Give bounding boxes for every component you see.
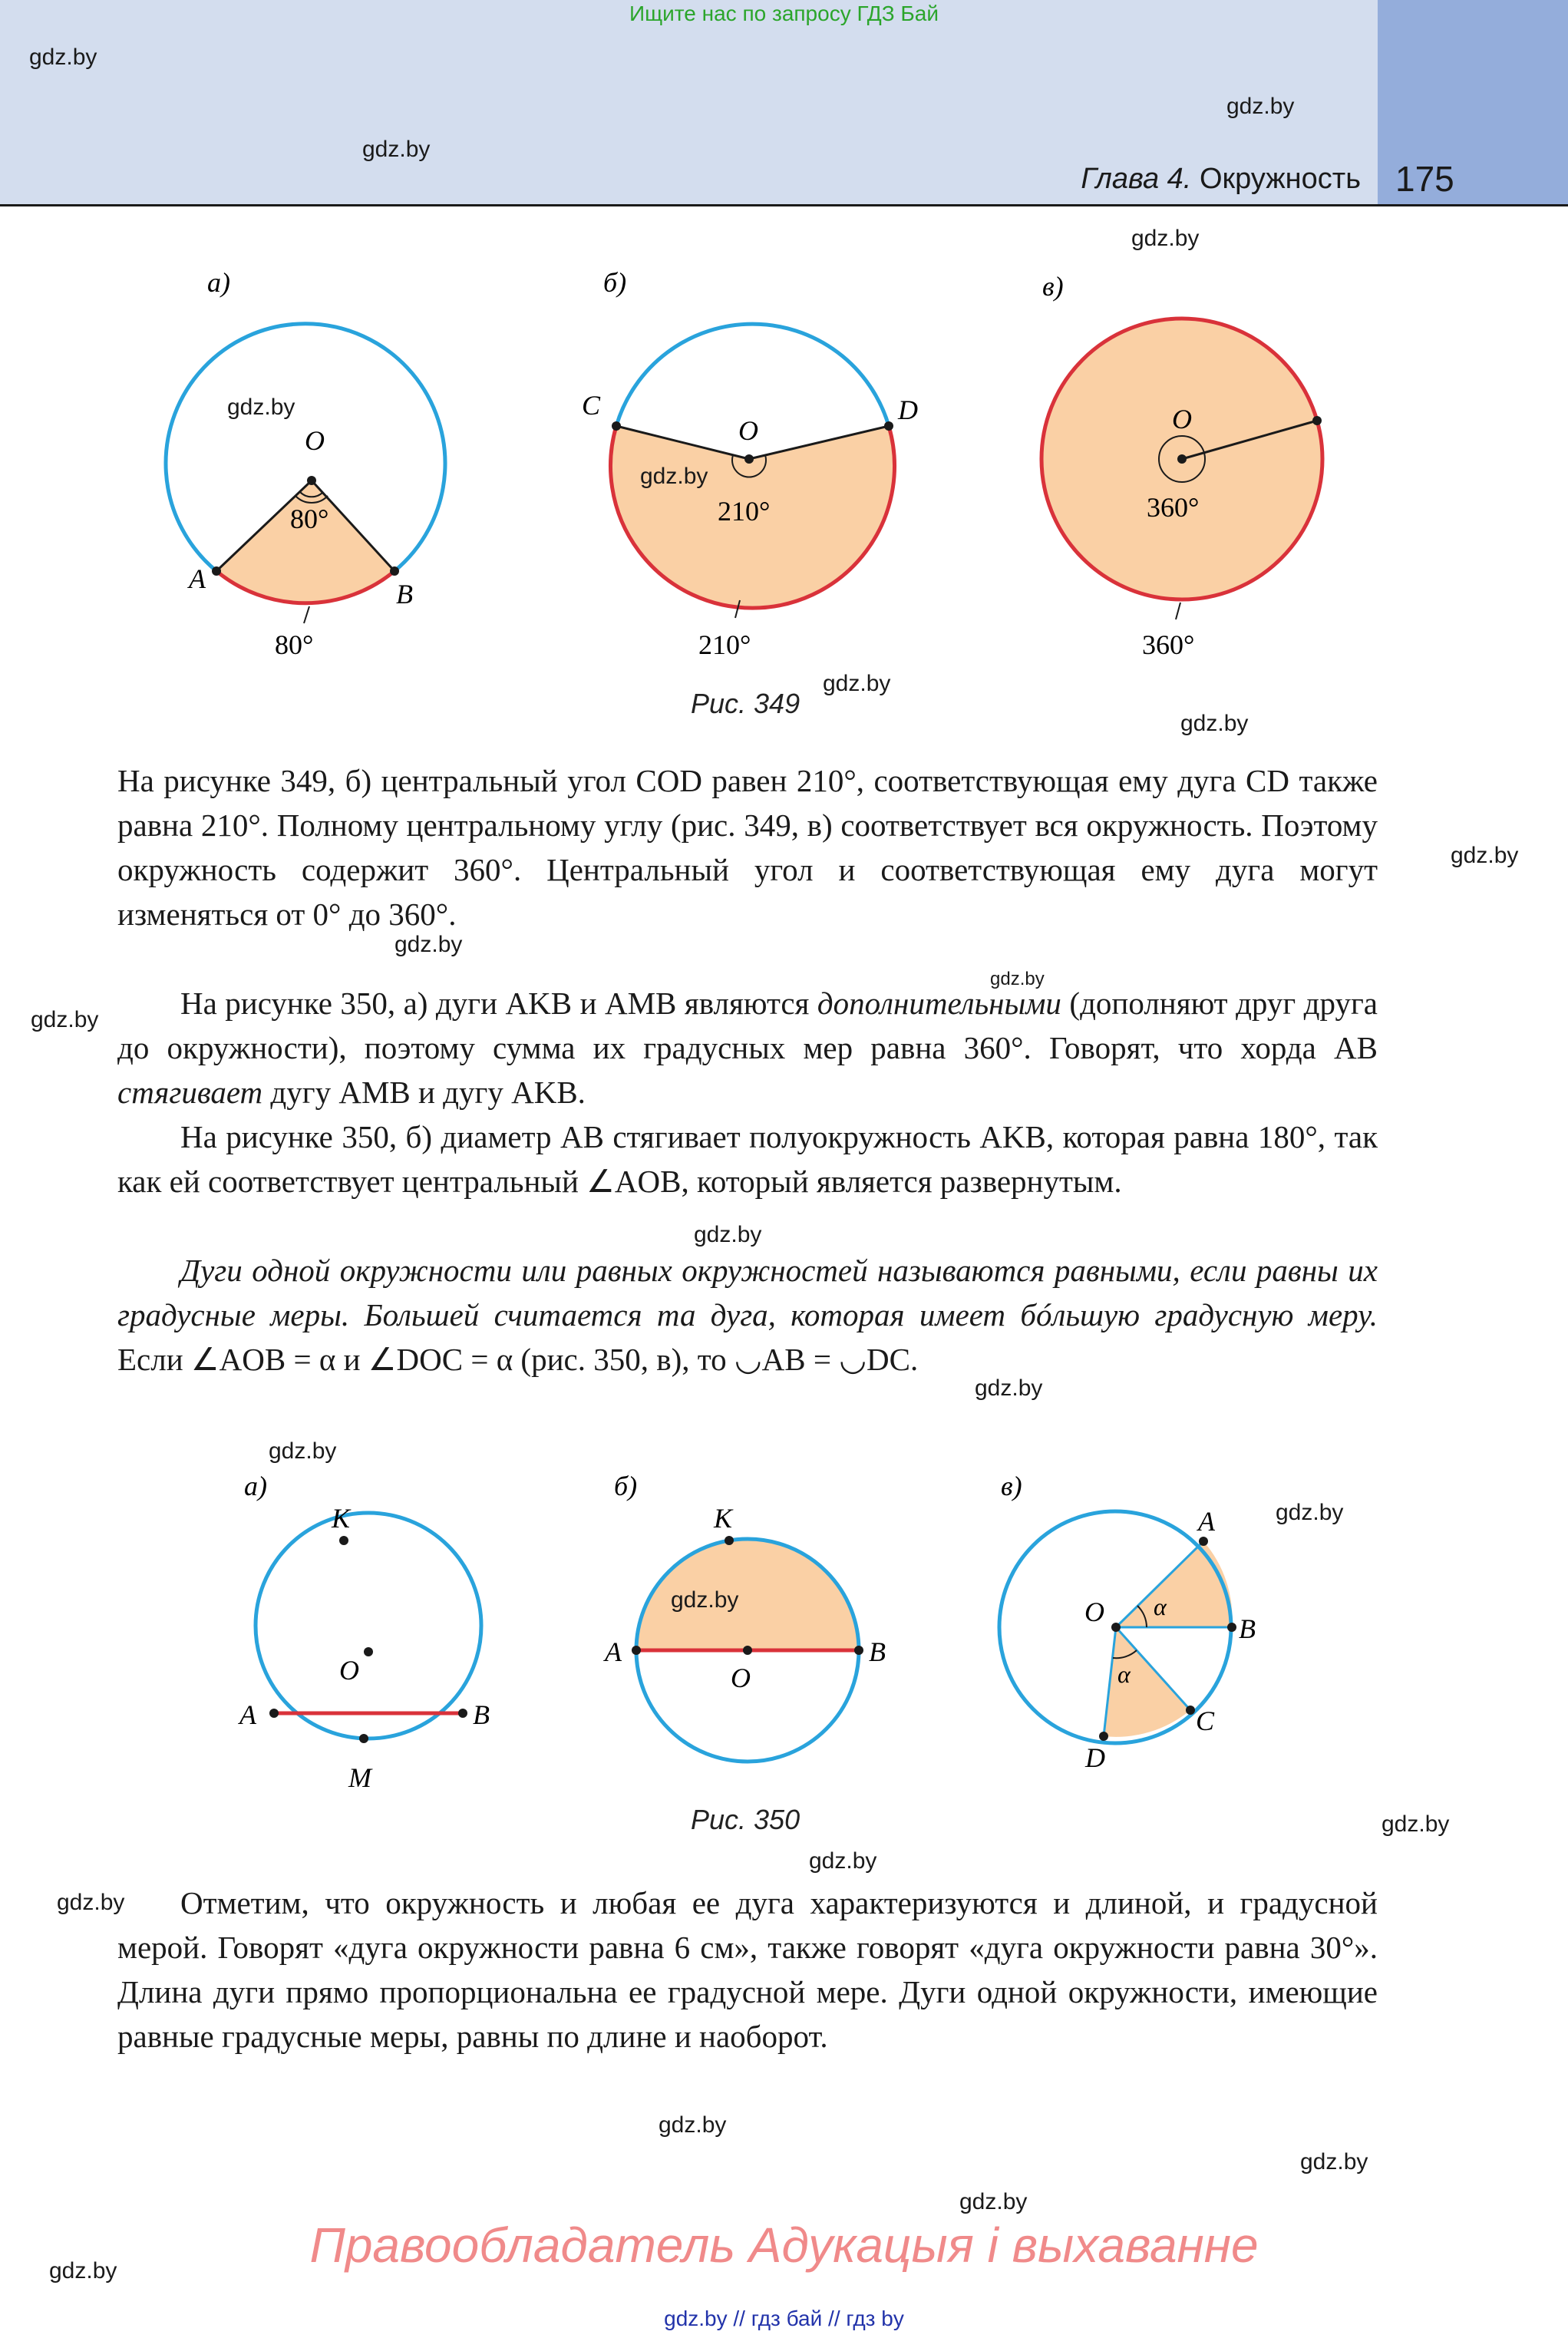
point-b <box>1227 1623 1236 1632</box>
arc-tick <box>1176 603 1180 619</box>
semicircle-fill <box>636 1539 859 1650</box>
watermark: gdz.by <box>1226 94 1295 119</box>
watermark: gdz.by <box>57 1890 125 1915</box>
paragraph-3: На рисунке 350, б) диаметр AB стягивает полуокружность AKB, которая равна 180°, так как ей соответствует центральный ∠AOB, который является развернутым. <box>117 1119 1378 1199</box>
fig350-c <box>999 1471 1256 1773</box>
watermark: gdz.by <box>823 671 891 696</box>
label-o: O <box>731 1663 751 1693</box>
p4-text: Если ∠AOB = α и ∠DOC = α (рис. 350, в), то ◡AB = ◡DC. <box>117 1342 919 1377</box>
paragraph-5: Отметим, что окружность и любая ее дуга характеризуются и длиной, и градусной мерой. Говорят «дуга окружности равна 6 см», также говорят «дуга окружности равна 30°». Длина дуги прямо пропорциональна ее градусной мере. Дуги одной окружности, имеющие равные градусные меры, равны по длине и наоборот. <box>117 1885 1378 2054</box>
label-b: B <box>396 579 413 609</box>
label-a: A <box>239 1699 256 1730</box>
angle-label: 360° <box>1147 492 1200 523</box>
fig350-a <box>238 1471 490 1793</box>
fig350-a-label: а) <box>244 1471 267 1501</box>
label-o: O <box>738 415 758 446</box>
point-a <box>632 1646 641 1655</box>
watermark: gdz.by <box>29 45 97 70</box>
paragraph-2 <box>117 981 1378 1115</box>
paragraph-1: На рисунке 349, б) центральный угол COD равен 210°, соответствующая ему дуга CD также равна 210°. Полному центральному углу (рис. 349, в) соответствует вся окружность. Поэтому окружность содержит 360°. Центральный угол и соответствующая ему дуга могут изменяться от 0° до 360°. <box>117 763 1378 932</box>
chapter-title <box>1081 163 1361 196</box>
label-k: K <box>714 1503 733 1534</box>
watermark: gdz.by <box>1276 1500 1344 1525</box>
figure-349-caption: Рис. 349 <box>691 688 801 719</box>
label-c: C <box>582 390 601 421</box>
watermark: gdz.by <box>659 2112 727 2138</box>
p2-text-1: На рисунке 350, а) дуги AKB и AMB являются <box>180 986 817 1021</box>
top-banner[interactable]: Ищите нас по запросу ГДЗ Бай <box>629 2 939 25</box>
fig349-c-label: в) <box>1042 271 1064 302</box>
watermark: gdz.by <box>1131 226 1200 251</box>
label-b: B <box>869 1636 886 1667</box>
arc-tick <box>304 606 309 623</box>
fig349-c <box>1041 271 1322 660</box>
label-d: D <box>898 395 918 425</box>
point-k <box>725 1536 734 1545</box>
watermark: gdz.by <box>227 395 295 420</box>
point-a <box>269 1709 279 1718</box>
label-a: A <box>605 1636 622 1667</box>
watermark: gdz.by <box>394 932 463 957</box>
p2-text-3: дугу AMB и дугу AKB. <box>262 1075 586 1110</box>
label-o: O <box>1172 404 1192 434</box>
chapter-number: Глава 4. <box>1081 163 1192 195</box>
watermark: gdz.by <box>640 464 708 489</box>
point-a <box>212 566 221 576</box>
point-b <box>458 1709 467 1718</box>
angle-label: 80° <box>290 504 329 534</box>
angle-label: 210° <box>718 496 771 527</box>
fig349-b-label: б) <box>603 267 627 298</box>
p2-text-2: (дополняют друг друга до окружности), поэтому сумма их градусных мер равна 360°. Говорят, что хорда AB <box>117 986 1378 1065</box>
point-d <box>884 421 893 431</box>
point-c <box>612 421 621 431</box>
watermark: gdz.by <box>959 2189 1028 2214</box>
sector-doc-fill <box>1104 1627 1190 1737</box>
arc-measure: 210° <box>698 629 751 660</box>
point-a <box>1199 1537 1208 1546</box>
watermark: gdz.by <box>975 1375 1043 1401</box>
fig350-c-label: в) <box>1001 1471 1022 1501</box>
watermark: gdz.by <box>1451 843 1519 868</box>
label-a: A <box>189 563 206 594</box>
point-d <box>1099 1732 1108 1741</box>
alpha-aob: α <box>1154 1593 1167 1620</box>
label-d: D <box>1085 1742 1105 1773</box>
sector-aob-fill <box>1116 1541 1232 1627</box>
radius-endpoint <box>1312 416 1322 425</box>
watermark: gdz.by <box>694 1222 762 1247</box>
fig349-a <box>166 267 445 660</box>
point-b <box>390 566 399 576</box>
label-c: C <box>1196 1706 1215 1736</box>
label-k: K <box>332 1503 351 1534</box>
figure-350-caption: Рис. 350 <box>691 1804 801 1835</box>
watermark: gdz.by <box>1180 711 1249 736</box>
alpha-doc: α <box>1117 1660 1131 1688</box>
minor-arc <box>616 324 889 426</box>
watermark: gdz.by <box>671 1587 739 1613</box>
watermark: gdz.by <box>31 1007 99 1032</box>
fig349-a-label: а) <box>207 267 230 298</box>
watermark: gdz.by <box>49 2258 117 2284</box>
footer-links[interactable]: gdz.by // гдз бай // гдз by <box>664 2307 904 2330</box>
copyright-notice: Правообладатель Адукацыя і выхаванне <box>309 2217 1259 2273</box>
watermark: gdz.by <box>362 137 431 162</box>
arc-measure: 360° <box>1142 629 1195 660</box>
paragraph-4 <box>117 1248 1378 1382</box>
watermark: gdz.by <box>269 1438 337 1464</box>
fig350-b-label: б) <box>614 1471 638 1501</box>
fig350-b <box>603 1471 886 1762</box>
watermark: gdz.by <box>1381 1811 1450 1837</box>
term-additional: дополнительными <box>817 986 1061 1021</box>
chapter-name: Окружность <box>1199 163 1361 195</box>
point-m <box>359 1734 368 1743</box>
point-k <box>339 1536 348 1545</box>
circle <box>256 1513 481 1739</box>
definition: Дуги одной окружности или равных окружностей называются равными, если равны их градусные меры. Большей считается та дуга, которая имеет бóльшую градусную меру. <box>117 1253 1378 1332</box>
label-o: O <box>339 1655 359 1686</box>
page-number: 175 <box>1395 159 1454 199</box>
label-b: B <box>473 1699 490 1730</box>
watermark: gdz.by <box>809 1848 877 1874</box>
label-m: M <box>348 1762 371 1793</box>
header-divider <box>0 204 1568 206</box>
watermark: gdz.by <box>1300 2149 1368 2175</box>
fig349-b <box>582 267 918 660</box>
label-o: O <box>305 425 325 456</box>
center-point <box>364 1647 373 1656</box>
term-subtends: стягивает <box>117 1075 263 1110</box>
center-point <box>1177 454 1187 464</box>
center-point <box>744 454 754 464</box>
center-point <box>743 1646 752 1655</box>
label-o: O <box>1084 1597 1104 1627</box>
arc-measure: 80° <box>275 629 314 660</box>
label-b: B <box>1239 1613 1256 1644</box>
center-point <box>307 476 316 485</box>
figure-349 <box>0 253 1568 729</box>
point-b <box>854 1646 863 1655</box>
label-a: A <box>1198 1506 1215 1537</box>
watermark: gdz.by <box>990 969 1045 989</box>
point-c <box>1186 1706 1195 1715</box>
center-point <box>1111 1623 1121 1632</box>
